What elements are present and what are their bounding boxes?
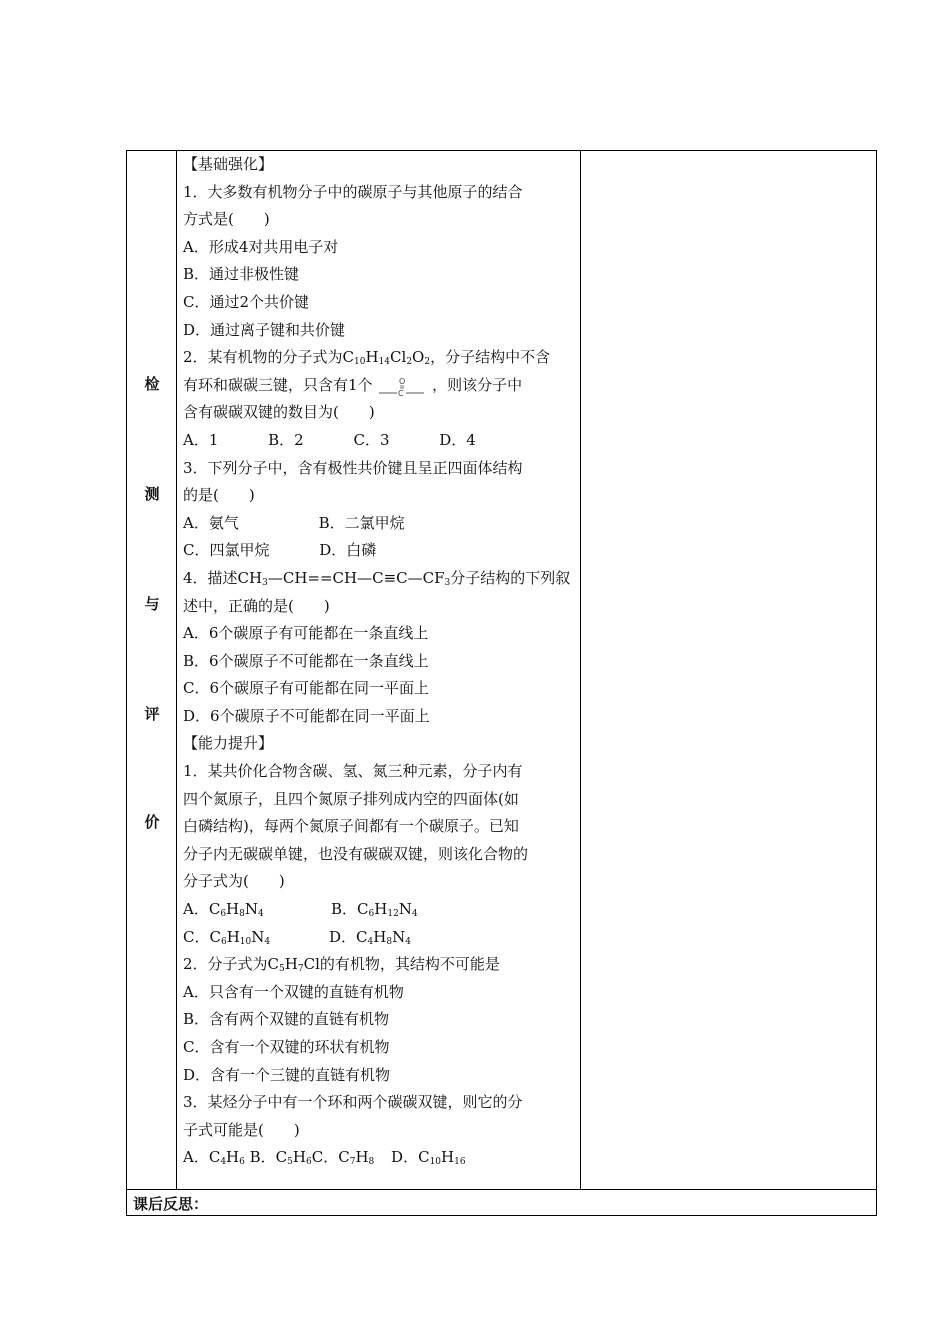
subscript: 14 xyxy=(378,357,391,368)
subscript: 4 xyxy=(220,1157,227,1168)
option-line xyxy=(183,896,575,924)
option-line: C．通过2个共价键 xyxy=(183,292,310,311)
subscript: 5 xyxy=(287,1157,293,1168)
text: H xyxy=(441,1148,455,1167)
question-line: 方式是( ) xyxy=(183,210,270,229)
option-line: A．6个碳原子有可能都在一条直线上 xyxy=(183,624,429,643)
questions-content xyxy=(183,151,575,1172)
evaluation-table xyxy=(126,150,877,1216)
option-line: A．只含有一个双键的直链有机物 xyxy=(183,982,404,1001)
question-line: 四个氮原子，且四个氮原子排列成内空的四面体(如 xyxy=(183,789,519,808)
subscript: 6 xyxy=(306,1157,312,1168)
side-label-char: 测 xyxy=(144,485,160,503)
text: A．C xyxy=(183,1148,221,1167)
question-line: 3．下列分子中，含有极性共价键且呈正四面体结构 xyxy=(183,458,523,477)
subscript: 4 xyxy=(264,936,271,947)
subscript: 5 xyxy=(279,964,285,975)
subscript: 4 xyxy=(258,909,264,920)
option-b xyxy=(250,1148,312,1166)
text: 2．分子式为C xyxy=(183,955,280,974)
subscript: 4 xyxy=(367,936,374,947)
option-line: B．通过非极性键 xyxy=(183,265,300,284)
option-c xyxy=(312,1148,375,1166)
question-line: 分子式为( ) xyxy=(183,872,285,891)
subscript: 8 xyxy=(368,1157,375,1168)
subscript: 16 xyxy=(454,1157,466,1168)
text: N xyxy=(251,927,265,946)
section-title-basic: 【基础强化】 xyxy=(183,155,274,173)
subscript: 12 xyxy=(387,909,399,920)
option-line: B．6个碳原子不可能都在一条直线上 xyxy=(183,651,429,670)
question-line: 子式可能是( ) xyxy=(183,1120,300,1139)
side-label-char: 价 xyxy=(144,813,160,831)
subscript: 7 xyxy=(349,1157,356,1168)
subscript: 2 xyxy=(406,357,413,368)
carbonyl-structure-icon xyxy=(377,376,427,396)
text: 分子结构的下列叙 xyxy=(450,568,571,587)
subscript: 8 xyxy=(239,909,245,920)
carbonyl-c: C xyxy=(398,388,404,398)
text: H xyxy=(355,1148,369,1167)
subscript: 2 xyxy=(424,357,431,368)
subscript: 6 xyxy=(220,936,227,947)
subscript: 3 xyxy=(444,577,451,588)
question-line: 含有碳碳双键的数目为( ) xyxy=(183,403,375,422)
subscript: 6 xyxy=(368,909,375,920)
option-a xyxy=(183,1148,245,1166)
text: B．C xyxy=(331,900,369,919)
question-line xyxy=(183,344,575,372)
text: H xyxy=(292,1148,306,1167)
question-line: 1．某共价化合物含碳、氢、氮三种元素，分子内有 xyxy=(183,762,523,781)
notes-column xyxy=(581,151,876,1189)
subscript: 8 xyxy=(386,936,393,947)
text: O xyxy=(412,348,425,367)
text: H xyxy=(226,927,240,946)
text: Cl xyxy=(390,348,407,367)
text: H xyxy=(374,900,388,919)
text: H xyxy=(284,955,298,974)
text: C．C xyxy=(183,927,221,946)
question-line: 的是( ) xyxy=(183,486,255,505)
subscript: 6 xyxy=(239,1157,245,1168)
option-a xyxy=(183,896,331,924)
option-line xyxy=(183,1144,575,1172)
text: N xyxy=(398,900,412,919)
section-title-advanced: 【能力提升】 xyxy=(183,734,274,753)
option-line: A．1 B．2 C．3 D．4 xyxy=(183,430,476,449)
text: ，分子结构中不含 xyxy=(430,348,551,367)
subscript: 7 xyxy=(297,964,304,975)
side-label-char: 检 xyxy=(144,375,160,393)
question-line xyxy=(183,951,575,979)
text: D．C xyxy=(391,1148,430,1167)
option-d xyxy=(391,1148,466,1166)
carbonyl-o: O xyxy=(399,376,406,386)
text: —CH==CH—C≡C—CF xyxy=(267,568,445,587)
subscript: 10 xyxy=(429,1157,442,1168)
text: H xyxy=(365,348,379,367)
option-line: D．6个碳原子不可能都在同一平面上 xyxy=(183,706,430,725)
text: C．C xyxy=(311,1148,350,1167)
option-line: D．含有一个三键的直链有机物 xyxy=(183,1065,391,1084)
option-line xyxy=(183,924,575,952)
text: N xyxy=(244,900,258,919)
subscript: 3 xyxy=(262,577,268,588)
questions-column xyxy=(177,151,581,1189)
text: A．C xyxy=(183,900,221,919)
subscript: 10 xyxy=(239,936,252,947)
question-line: 分子内无碳碳单键，也没有碳碳双键，则该化合物的 xyxy=(183,844,529,863)
subscript: 4 xyxy=(411,909,418,920)
text: H xyxy=(226,900,240,919)
question-line xyxy=(183,565,575,593)
carbonyl-svg xyxy=(377,376,427,398)
subscript: 6 xyxy=(220,909,227,920)
text: 有环和碳碳三键，只含有1个 xyxy=(183,375,373,394)
text: 4．描述CH xyxy=(183,568,263,587)
reflection-label: 课后反思： xyxy=(133,1195,209,1213)
text: B．C xyxy=(249,1148,288,1167)
subscript: 10 xyxy=(354,357,366,368)
option-line: C．6个碳原子有可能都在同一平面上 xyxy=(183,679,430,698)
option-b xyxy=(331,900,418,918)
option-line: C．含有一个双键的环状有机物 xyxy=(183,1038,390,1056)
text: H xyxy=(373,927,387,946)
option-line: D．通过离子键和共价键 xyxy=(183,320,346,339)
option-line: B．含有两个双键的直链有机物 xyxy=(183,1010,390,1029)
text: H xyxy=(226,1148,240,1167)
side-label-char: 与 xyxy=(144,595,160,613)
text: ，则该分子中 xyxy=(432,375,523,394)
option-line: A．形成4对共用电子对 xyxy=(183,237,339,256)
question-line: 述中，正确的是( ) xyxy=(183,596,330,615)
reflection-row xyxy=(127,1189,876,1215)
question-line: 1．大多数有机物分子中的碳原子与其他原子的结合 xyxy=(183,182,523,201)
text: N xyxy=(392,927,406,946)
question-line xyxy=(183,372,575,400)
text: D．C xyxy=(329,927,368,946)
side-label-char: 评 xyxy=(144,705,160,723)
option-c xyxy=(183,924,329,952)
subscript: 4 xyxy=(405,936,411,947)
question-line: 白磷结构)，每两个氮原子间都有一个碳原子。已知 xyxy=(183,817,519,836)
option-line: A．氨气 B．二氯甲烷 xyxy=(183,513,405,532)
option-line: C．四氯甲烷 D．白磷 xyxy=(183,541,377,560)
option-d xyxy=(329,928,411,946)
text: 2．某有机物的分子式为C xyxy=(183,348,355,367)
text: Cl的有机物，其结构不可能是 xyxy=(303,955,500,974)
question-line: 3．某烃分子中有一个环和两个碳碳双键，则它的分 xyxy=(183,1093,523,1112)
side-label-column xyxy=(127,151,177,1189)
